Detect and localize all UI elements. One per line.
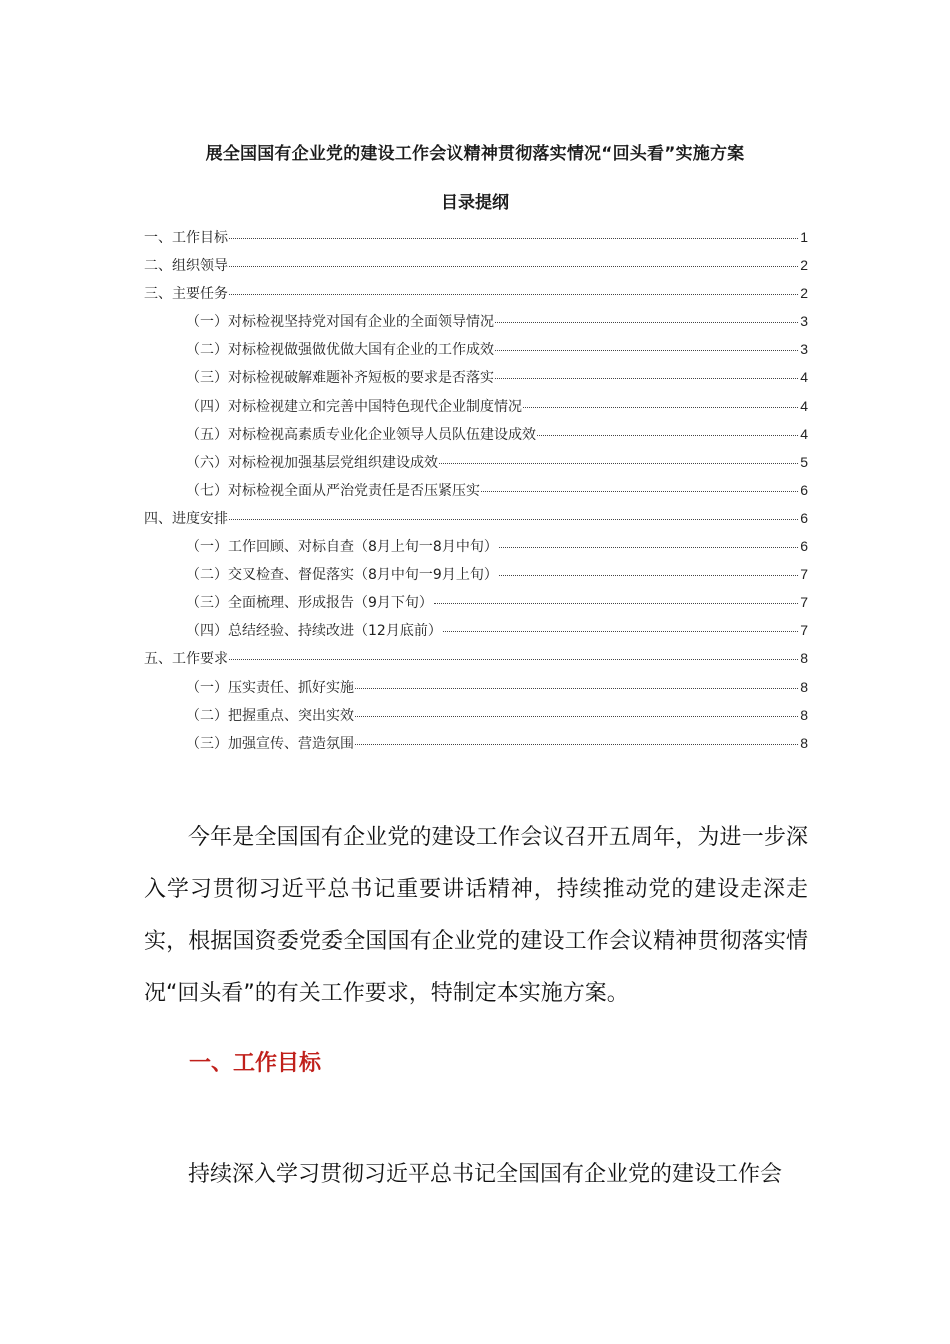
toc-leader-dots [229, 238, 798, 239]
toc-leader-dots [229, 294, 798, 295]
toc-subentry[interactable] [144, 367, 808, 395]
toc-heading: 目录提纲 [441, 193, 509, 213]
toc-entry-label: （三）加强宣传、营造氛围 [186, 735, 354, 752]
intro-paragraph: 今年是全国国有企业党的建设工作会议召开五周年，为进一步深入学习贯彻习近平总书记重要讲话精神，持续推动党的建设走深走实，根据国资委党委全国国有企业党的建设工作会议精神贯彻落实情况“回头看”的有关工作要求，特制定本实施方案。 [144, 825, 808, 1006]
toc-entry-label: （六）对标检视加强基层党组织建设成效 [186, 454, 438, 471]
document-title: 展全国国有企业党的建设工作会议精神贯彻落实情况“回头看”实施方案 [205, 144, 745, 164]
toc-leader-dots [495, 322, 798, 323]
toc-entry-label: 二、组织领导 [144, 258, 228, 275]
toc-entry-label: （一）对标检视坚持党对国有企业的全面领导情况 [186, 314, 494, 331]
section-heading-work-goals: 一、工作目标 [189, 1051, 322, 1076]
toc-entry-label: 三、主要任务 [144, 286, 228, 303]
toc-entry-page: 5 [800, 453, 808, 470]
toc-entry[interactable] [144, 255, 808, 283]
toc-entry[interactable] [144, 283, 808, 311]
toc-entry-page: 2 [800, 257, 808, 274]
toc-leader-dots [523, 407, 798, 408]
toc-entry-page: 7 [800, 594, 808, 611]
toc-entry-label: （五）对标检视高素质专业化企业领导人员队伍建设成效 [186, 426, 536, 443]
toc-entry-label: 四、进度安排 [144, 510, 228, 527]
toc-entry-page: 7 [800, 622, 808, 639]
toc-entry-label: （一）工作回顾、对标自查（8月上旬一8月中旬） [186, 539, 498, 556]
toc-leader-dots [499, 575, 798, 576]
toc-leader-dots [537, 435, 798, 436]
toc-entry-label: （一）压实责任、抓好实施 [186, 679, 354, 696]
toc-entry-label: （四）对标检视建立和完善中国特色现代企业制度情况 [186, 398, 522, 415]
table-of-contents [144, 227, 808, 761]
toc-subentry[interactable] [144, 677, 808, 705]
toc-entry-label: （二）对标检视做强做优做大国有企业的工作成效 [186, 342, 494, 359]
toc-leader-dots [439, 463, 798, 464]
toc-entry-page: 1 [800, 229, 808, 245]
toc-entry-page: 4 [800, 397, 808, 414]
toc-entry-label: （三）全面梳理、形成报告（9月下旬） [186, 595, 433, 612]
toc-subentry[interactable] [144, 480, 808, 508]
toc-leader-dots [499, 547, 798, 548]
toc-entry-page: 8 [800, 706, 808, 723]
toc-leader-dots [229, 659, 798, 660]
toc-leader-dots [495, 378, 798, 379]
toc-leader-dots [443, 631, 798, 632]
toc-entry-label: （四）总结经验、持续改进（12月底前） [186, 623, 442, 640]
toc-entry-page: 6 [800, 538, 808, 555]
toc-leader-dots [355, 716, 798, 717]
toc-entry-page: 6 [800, 481, 808, 498]
toc-subentry[interactable] [144, 564, 808, 592]
toc-subentry[interactable] [144, 311, 808, 339]
toc-subentry[interactable] [144, 592, 808, 620]
toc-entry-page: 3 [800, 341, 808, 358]
toc-entry-page: 4 [800, 369, 808, 386]
toc-subentry[interactable] [144, 733, 808, 761]
toc-entry-page: 4 [800, 425, 808, 442]
toc-subentry[interactable] [144, 620, 808, 648]
toc-leader-dots [481, 491, 798, 492]
toc-subentry[interactable] [144, 396, 808, 424]
toc-entry-page: 8 [800, 678, 808, 695]
toc-entry-page: 3 [800, 313, 808, 330]
toc-entry-label: （二）交叉检查、督促落实（8月中旬一9月上旬） [186, 567, 498, 584]
toc-subentry[interactable] [144, 424, 808, 452]
toc-entry-label: 一、工作目标 [144, 230, 228, 246]
toc-entry-label: （三）对标检视破解难题补齐短板的要求是否落实 [186, 370, 494, 387]
toc-leader-dots [434, 603, 798, 604]
toc-entry-page: 7 [800, 566, 808, 583]
toc-subentry[interactable] [144, 705, 808, 733]
toc-entry-page: 8 [800, 650, 808, 667]
section-paragraph: 持续深入学习贯彻习近平总书记全国国有企业党的建设工作会 [188, 1162, 783, 1187]
toc-entry-page: 6 [800, 509, 808, 526]
toc-entry-label: （二）把握重点、突出实效 [186, 707, 354, 724]
toc-subentry[interactable] [144, 536, 808, 564]
toc-entry-page: 2 [800, 285, 808, 302]
toc-entry[interactable] [144, 508, 808, 536]
toc-entry-label: （七）对标检视全面从严治党责任是否压紧压实 [186, 482, 480, 499]
toc-entry-page: 8 [800, 734, 808, 751]
toc-entry[interactable] [144, 227, 808, 255]
toc-entry-label: 五、工作要求 [144, 651, 228, 668]
toc-leader-dots [495, 350, 798, 351]
toc-leader-dots [355, 688, 798, 689]
toc-subentry[interactable] [144, 452, 808, 480]
toc-leader-dots [355, 744, 798, 745]
toc-leader-dots [229, 519, 798, 520]
toc-subentry[interactable] [144, 339, 808, 367]
toc-entry[interactable] [144, 648, 808, 676]
toc-leader-dots [229, 266, 798, 267]
